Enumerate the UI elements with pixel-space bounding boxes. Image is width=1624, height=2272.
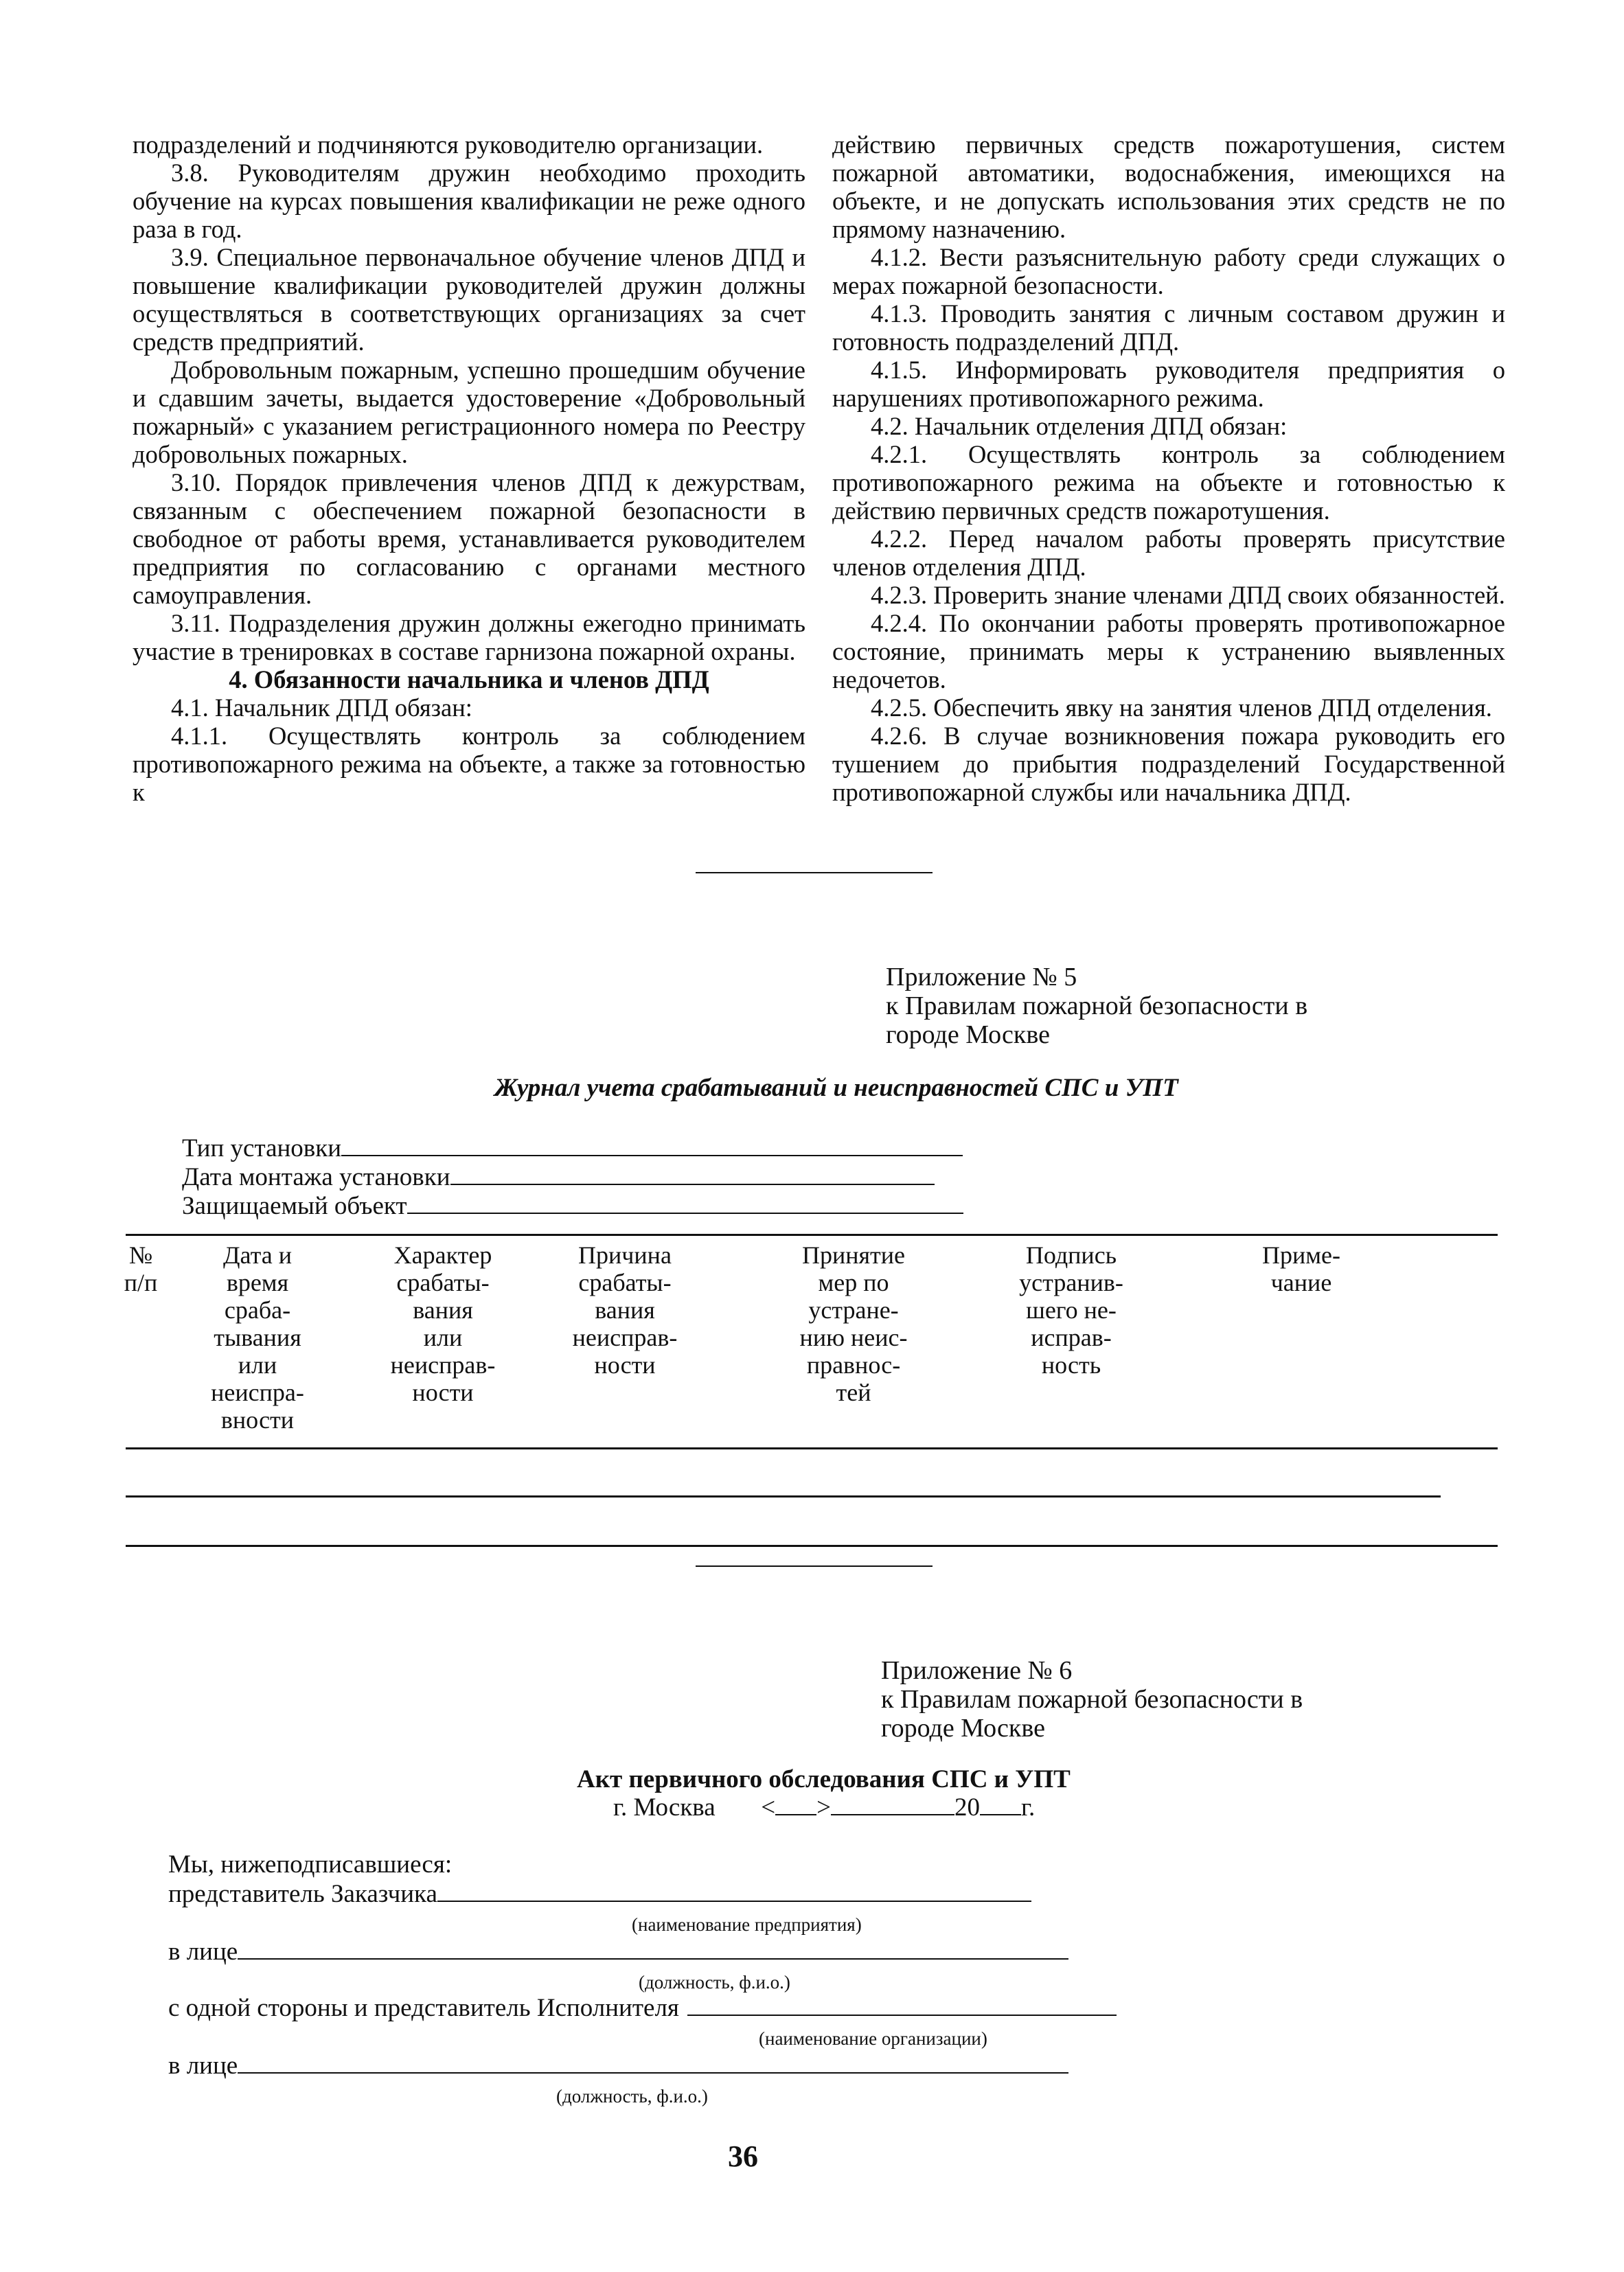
table-header-text: или <box>238 1351 277 1379</box>
left-column-paragraph: 3.8. Руководителям дружин необходимо проходить обучение на курсах повышения квалификации не реже одного раза в год. <box>133 159 805 243</box>
page-number: 36 <box>728 2139 758 2173</box>
act-customer <box>168 1880 1031 1908</box>
table-header-cell <box>751 1241 957 1406</box>
act-month-line[interactable] <box>831 1793 954 1815</box>
table-header-text: или <box>423 1324 463 1351</box>
right-column-paragraph: 4.1.3. Проводить занятия с личным составом дружин и готовность подразделений ДПД. <box>832 299 1505 356</box>
field-protected-object-line[interactable] <box>407 1192 963 1214</box>
right-column <box>832 130 1505 806</box>
table-header-text: вания <box>595 1296 655 1324</box>
table-header-text: Приме- <box>1261 1241 1340 1269</box>
act-year-prefix: 20 <box>954 1793 980 1822</box>
act-city-date-line <box>613 1793 1035 1822</box>
right-column-paragraph: 4.2.6. В случае возникновения пожара руководить его тушением до прибытия подразделений Государственной противопожарной службы или начальника ДПД. <box>832 722 1505 806</box>
journal-title: Журнал учета срабатываний и неисправностей СПС и УПТ <box>494 1074 1178 1102</box>
table-header-text: ности <box>412 1379 474 1406</box>
right-column-paragraph: 4.2.3. Проверить знание членами ДПД своих обязанностей. <box>871 581 1505 609</box>
act-title: Акт первичного обследования СПС и УПТ <box>577 1765 1071 1793</box>
right-column-paragraph: 4.1.5. Информировать руководителя предприятия о нарушениях противопожарного режима. <box>832 356 1505 412</box>
left-column-paragraph: 3.11. Подразделения дружин должны ежегодно принимать участие в тренировках в составе гарнизона пожарной охраны. <box>133 609 805 665</box>
table-header-text: устране- <box>808 1296 899 1324</box>
table-header-cell <box>155 1241 361 1434</box>
act-in-person-1 <box>168 1938 1068 1966</box>
table-header-text: Принятие <box>801 1241 906 1269</box>
left-column-paragraph: подразделений и подчиняются руководителю организации. <box>133 130 764 159</box>
appendix-5-header <box>886 963 1307 1049</box>
table-header-text: срабаты- <box>396 1269 490 1296</box>
table-header-text: вания <box>413 1296 473 1324</box>
act-year-suffix: г. <box>1020 1793 1036 1822</box>
act-in-person-2-label: в лице <box>168 2052 238 2080</box>
field-installation-type <box>182 1134 963 1162</box>
appendix-5-number: Приложение № 5 <box>886 963 1077 991</box>
separator-rule-1 <box>696 872 933 873</box>
appendix-6-city: городе Москве <box>881 1714 1045 1743</box>
table-header-cell <box>968 1241 1174 1379</box>
appendix-6-number: Приложение № 6 <box>881 1656 1073 1685</box>
table-header-text: время <box>226 1269 289 1296</box>
act-date-open: < <box>761 1793 776 1822</box>
act-in-person-2-line[interactable] <box>238 2052 1068 2074</box>
right-column-paragraph: 4.1.2. Вести разъяснительную работу среди служащих о мерах пожарной безопасности. <box>832 243 1505 299</box>
table-header-text: неиспра- <box>211 1379 304 1406</box>
act-customer-label: представитель Заказчика <box>168 1880 437 1908</box>
right-column-paragraph: действию первичных средств пожаротушения, систем пожарной автоматики, водоснабжения, имеющихся на объекте, и не допускать использования этих средств не по прямому назначению. <box>832 130 1505 243</box>
act-date-close: > <box>816 1793 831 1822</box>
table-header-text: Характер <box>393 1241 492 1269</box>
table-header-text: шего не- <box>1026 1296 1117 1324</box>
act-customer-line[interactable] <box>437 1880 1031 1902</box>
appendix-5-reference: к Правилам пожарной безопасности в <box>886 991 1308 1020</box>
left-column-paragraph: 4.1.1. Осуществлять контроль за соблюдением противопожарного режима на объекте, а также за готовностью к <box>133 722 805 806</box>
table-header-text: вности <box>220 1406 295 1434</box>
table-header-text: тывания <box>214 1324 301 1351</box>
table-header-text: чание <box>1270 1269 1332 1296</box>
field-mount-date <box>182 1163 935 1191</box>
act-contractor-label: с одной стороны и представитель Исполнителя <box>168 1994 679 2022</box>
table-header-text: нию неис- <box>799 1324 908 1351</box>
table-header-cell <box>1198 1241 1404 1296</box>
field-installation-type-label: Тип установки <box>182 1134 342 1162</box>
table-header-text: Причина <box>578 1241 672 1269</box>
table-header-text: сраба- <box>224 1296 291 1324</box>
act-contractor-hint: (наименование организации) <box>759 2028 987 2049</box>
table-row-rule-1 <box>126 1495 1441 1498</box>
table-header-text: неисправ- <box>572 1324 678 1351</box>
table-header-text: мер по <box>818 1269 889 1296</box>
act-city: г. Москва <box>613 1793 716 1822</box>
left-column-paragraph: 3.9. Специальное первоначальное обучение членов ДПД и повышение квалификации руководителей дружин должны осуществляться в соответствующих организациях за счет средств предприятий. <box>133 243 805 356</box>
field-mount-date-line[interactable] <box>450 1163 935 1185</box>
separator-rule-2 <box>696 1565 933 1567</box>
act-in-person-1-hint: (должность, ф.и.о.) <box>639 1972 790 1993</box>
table-top-rule <box>126 1234 1498 1236</box>
field-protected-object <box>182 1192 963 1220</box>
table-header-text: Подпись <box>1025 1241 1117 1269</box>
table-header-cell <box>340 1241 546 1406</box>
table-header-text: устранив- <box>1019 1269 1123 1296</box>
appendix-6-header <box>881 1656 1303 1743</box>
left-column-paragraph: 4.1. Начальник ДПД обязан: <box>171 693 472 722</box>
table-header-text: ность <box>1041 1351 1101 1379</box>
table-header-text: № <box>128 1241 153 1269</box>
act-in-person-1-line[interactable] <box>238 1938 1068 1960</box>
act-year-line[interactable] <box>980 1793 1021 1815</box>
right-column-paragraph: 4.2.4. По окончании работы проверять противопожарное состояние, принимать меры к устранению выявленных недочетов. <box>832 609 1505 693</box>
table-header-bottom-rule <box>126 1447 1498 1449</box>
act-contractor-line[interactable] <box>687 1994 1117 2016</box>
table-header-text: Дата и <box>222 1241 293 1269</box>
left-column-paragraph: 3.10. Порядок привлечения членов ДПД к дежурствам, связанным с обеспечением пожарной безопасности в свободное от работы время, устанавливается руководителем предприятия по согласованию с органами местного самоуправления. <box>133 468 805 609</box>
field-mount-date-label: Дата монтажа установки <box>182 1163 450 1191</box>
right-column-paragraph: 4.2.5. Обеспечить явку на занятия членов ДПД отделения. <box>871 693 1492 722</box>
act-contractor <box>168 1994 1117 2022</box>
table-row-rule-2 <box>126 1545 1498 1547</box>
right-column-paragraph: 4.2.1. Осуществлять контроль за соблюдением противопожарного режима на объекте и готовностью к действию первичных средств пожаротушения. <box>832 440 1505 525</box>
appendix-6-reference: к Правилам пожарной безопасности в <box>881 1685 1303 1714</box>
act-in-person-2 <box>168 2052 1068 2080</box>
act-intro-text: Мы, нижеподписавшиеся: <box>168 1850 453 1879</box>
appendix-5-city: городе Москве <box>886 1020 1050 1049</box>
act-in-person-2-hint: (должность, ф.и.о.) <box>556 2086 708 2107</box>
right-column-paragraph: 4.2. Начальник отделения ДПД обязан: <box>871 412 1288 440</box>
table-header-text: ности <box>594 1351 656 1379</box>
act-customer-hint: (наименование предприятия) <box>632 1914 862 1935</box>
field-installation-type-line[interactable] <box>341 1134 963 1156</box>
table-header-text: срабаты- <box>578 1269 672 1296</box>
table-header-cell <box>522 1241 728 1379</box>
act-day-line[interactable] <box>775 1793 816 1815</box>
table-header-text: п/п <box>124 1269 158 1296</box>
field-protected-object-label: Защищаемый объект <box>182 1192 407 1220</box>
act-intro <box>168 1851 452 1879</box>
left-column-paragraph: Добровольным пожарным, успешно прошедшим обучение и сдавшим зачеты, выдается удостоверение «Добровольный пожарный» с указанием регистрационного номера по Реестру добровольных пожарных. <box>133 356 805 468</box>
section-4-heading: 4. Обязанности начальника и членов ДПД <box>229 665 709 693</box>
right-column-paragraph: 4.2.2. Перед началом работы проверять присутствие членов отделения ДПД. <box>832 525 1505 581</box>
act-in-person-1-label: в лице <box>168 1938 238 1966</box>
table-header-text: исправ- <box>1031 1324 1112 1351</box>
table-header-text: неисправ- <box>390 1351 496 1379</box>
left-column <box>133 130 805 806</box>
table-header-text: тей <box>836 1379 871 1406</box>
table-header-text: правнос- <box>806 1351 901 1379</box>
